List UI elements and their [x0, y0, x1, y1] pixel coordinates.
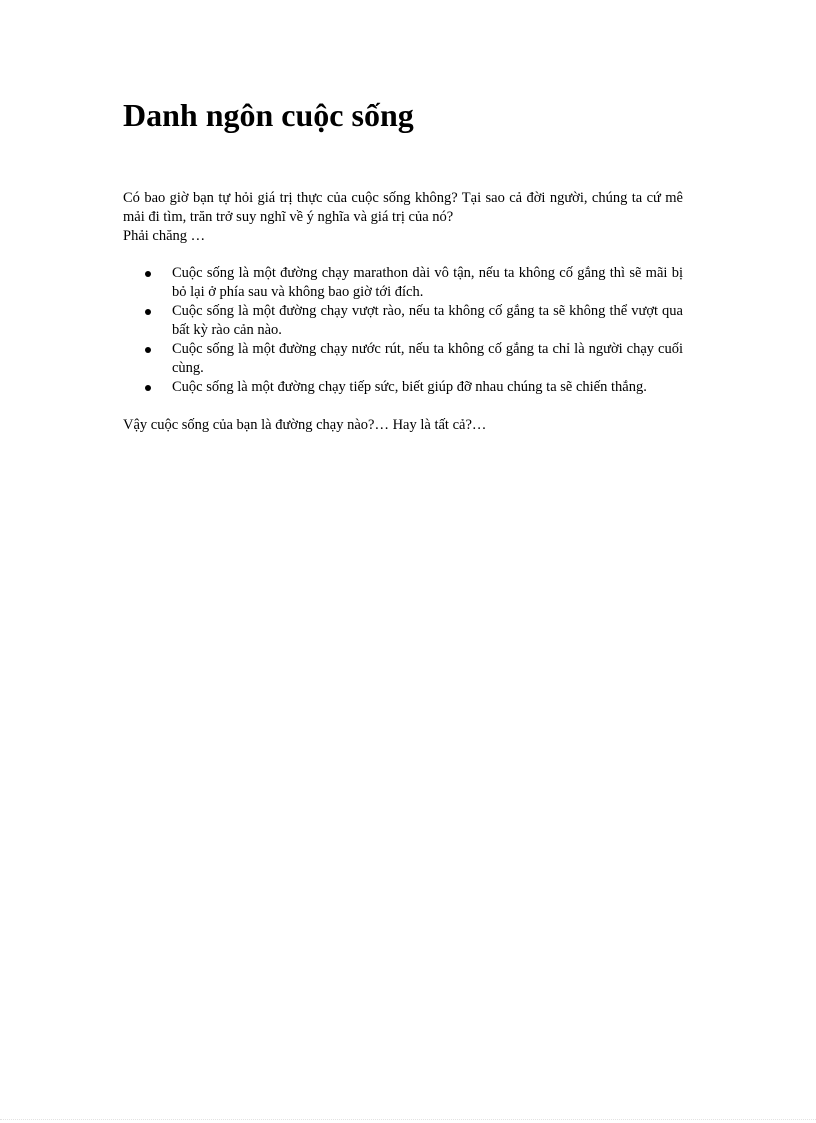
- document-body: [123, 189, 683, 435]
- list-item: [123, 264, 683, 302]
- closing-paragraph: Vậy cuộc sống của bạn là đường chạy nào?… Hay là tất cả?…: [123, 417, 487, 433]
- list-item-text: Cuộc sống là một đường chạy nước rút, nếu ta không cố gắng ta chỉ là người chạy cuối cùng.: [172, 341, 683, 376]
- bullet-list: [123, 264, 683, 397]
- list-item-text: Cuộc sống là một đường chạy vượt rào, nếu ta không cố gắng ta sẽ không thể vượt qua bất kỳ rào cản nào.: [172, 303, 683, 338]
- bullet-icon: [145, 385, 151, 391]
- page-title: Danh ngôn cuộc sống: [123, 97, 414, 133]
- bullet-icon: [145, 271, 151, 277]
- bullet-icon: [145, 309, 151, 315]
- list-item: [123, 340, 683, 378]
- list-item: [123, 378, 683, 397]
- list-item-text: Cuộc sống là một đường chạy marathon dài vô tận, nếu ta không cố gắng thì sẽ mãi bị bỏ lại ở phía sau và không bao giờ tới đích.: [172, 265, 683, 300]
- bullet-icon: [145, 347, 151, 353]
- list-item: [123, 302, 683, 340]
- page-bottom-rule: [0, 1119, 816, 1120]
- lead-in-text: Phải chăng …: [123, 228, 206, 244]
- list-item-text: Cuộc sống là một đường chạy tiếp sức, biết giúp đỡ nhau chúng ta sẽ chiến thắng.: [172, 379, 647, 395]
- intro-paragraph: Có bao giờ bạn tự hỏi giá trị thực của cuộc sống không? Tại sao cả đời người, chúng ta cứ mê mải đi tìm, trăn trở suy nghĩ về ý nghĩa và giá trị của nó?: [123, 190, 683, 225]
